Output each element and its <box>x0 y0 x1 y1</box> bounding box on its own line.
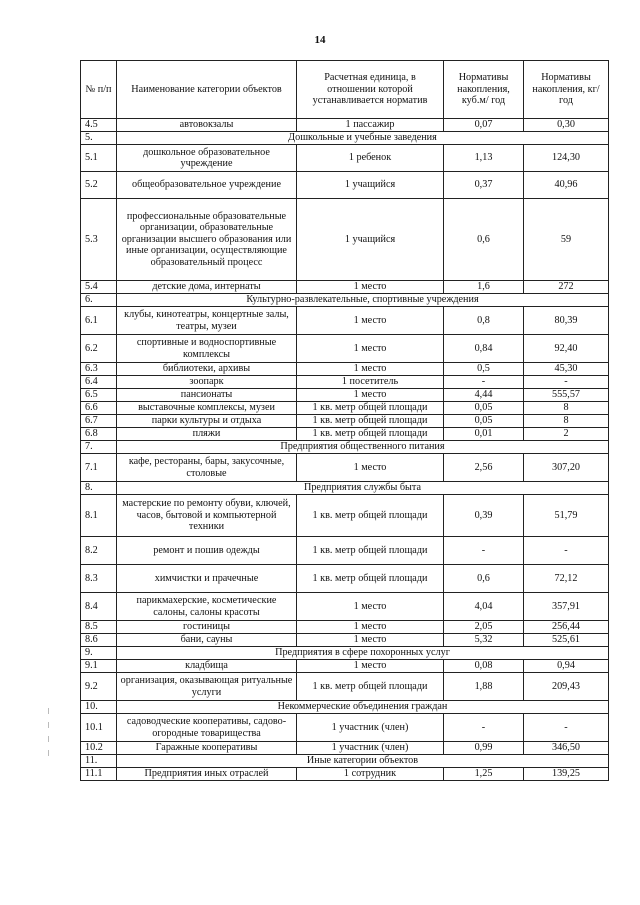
table-row <box>81 199 609 281</box>
table-header-row <box>81 61 609 119</box>
row-volume-norm: 0,6 <box>444 565 524 593</box>
row-unit: 1 кв. метр общей площади <box>297 565 444 593</box>
row-unit: 1 место <box>297 454 444 482</box>
section-title: Культурно-развлекательные, спортивные учреждения <box>117 294 609 307</box>
table-row <box>81 389 609 402</box>
row-mass-norm: 346,50 <box>524 742 609 755</box>
row-unit: 1 место <box>297 335 444 363</box>
row-number: 5.4 <box>81 281 117 294</box>
table-row <box>81 714 609 742</box>
section-number: 5. <box>81 132 117 145</box>
section-number: 6. <box>81 294 117 307</box>
row-category: бани, сауны <box>117 634 297 647</box>
row-mass-norm: 51,79 <box>524 495 609 537</box>
header-category: Наименование категории объектов <box>117 61 297 119</box>
row-unit: 1 кв. метр общей площади <box>297 537 444 565</box>
section-row <box>81 755 609 768</box>
row-unit: 1 место <box>297 634 444 647</box>
row-volume-norm: 0,8 <box>444 307 524 335</box>
row-category: парикмахерские, косметические салоны, салоны красоты <box>117 593 297 621</box>
row-mass-norm: 307,20 <box>524 454 609 482</box>
section-title: Некоммерческие объединения граждан <box>117 701 609 714</box>
row-number: 8.4 <box>81 593 117 621</box>
table-row <box>81 172 609 199</box>
table-row <box>81 565 609 593</box>
row-volume-norm: 2,05 <box>444 621 524 634</box>
row-unit: 1 учащийся <box>297 199 444 281</box>
row-number: 6.5 <box>81 389 117 402</box>
row-number: 8.1 <box>81 495 117 537</box>
row-number: 6.3 <box>81 363 117 376</box>
row-mass-norm: 8 <box>524 415 609 428</box>
row-mass-norm: 80,39 <box>524 307 609 335</box>
row-category: общеобразовательное учреждение <box>117 172 297 199</box>
row-category: ремонт и пошив одежды <box>117 537 297 565</box>
row-mass-norm: 92,40 <box>524 335 609 363</box>
row-category: автовокзалы <box>117 119 297 132</box>
row-category: детские дома, интернаты <box>117 281 297 294</box>
row-unit: 1 место <box>297 660 444 673</box>
row-category: организация, оказывающая ритуальные услуги <box>117 673 297 701</box>
row-number: 8.3 <box>81 565 117 593</box>
table-row <box>81 402 609 415</box>
header-volume-norm: Нормативы накопления, куб.м/ год <box>444 61 524 119</box>
row-volume-norm: 0,37 <box>444 172 524 199</box>
row-category: мастерские по ремонту обуви, ключей, часов, бытовой и компьютерной техники <box>117 495 297 537</box>
row-volume-norm: - <box>444 376 524 389</box>
row-number: 9.1 <box>81 660 117 673</box>
section-row <box>81 701 609 714</box>
row-mass-norm: 209,43 <box>524 673 609 701</box>
table-row <box>81 495 609 537</box>
row-category: кафе, рестораны, бары, закусочные, столовые <box>117 454 297 482</box>
row-volume-norm: 2,56 <box>444 454 524 482</box>
norms-table <box>80 60 609 781</box>
row-unit: 1 ребенок <box>297 145 444 172</box>
section-row <box>81 294 609 307</box>
row-number: 10.2 <box>81 742 117 755</box>
row-mass-norm: 124,30 <box>524 145 609 172</box>
row-volume-norm: 1,88 <box>444 673 524 701</box>
row-number: 8.6 <box>81 634 117 647</box>
row-number: 5.3 <box>81 199 117 281</box>
row-category: Гаражные кооперативы <box>117 742 297 755</box>
row-mass-norm: 72,12 <box>524 565 609 593</box>
section-title: Предприятия службы быта <box>117 482 609 495</box>
row-category: пансионаты <box>117 389 297 402</box>
row-unit: 1 кв. метр общей площади <box>297 415 444 428</box>
section-title: Предприятия в сфере похоронных услуг <box>117 647 609 660</box>
header-mass-norm: Нормативы накопления, кг/ год <box>524 61 609 119</box>
section-row <box>81 482 609 495</box>
row-unit: 1 учащийся <box>297 172 444 199</box>
row-volume-norm: 1,13 <box>444 145 524 172</box>
row-mass-norm: 256,44 <box>524 621 609 634</box>
row-volume-norm: 4,44 <box>444 389 524 402</box>
row-number: 11.1 <box>81 768 117 781</box>
margin-mark <box>48 722 49 728</box>
section-number: 8. <box>81 482 117 495</box>
row-category: выставочные комплексы, музеи <box>117 402 297 415</box>
row-number: 6.6 <box>81 402 117 415</box>
row-volume-norm: 0,01 <box>444 428 524 441</box>
row-volume-norm: - <box>444 714 524 742</box>
table-row <box>81 634 609 647</box>
row-unit: 1 место <box>297 281 444 294</box>
table-row <box>81 428 609 441</box>
table-row <box>81 119 609 132</box>
section-row <box>81 132 609 145</box>
row-category: химчистки и прачечные <box>117 565 297 593</box>
row-volume-norm: 0,5 <box>444 363 524 376</box>
row-mass-norm: 40,96 <box>524 172 609 199</box>
table-row <box>81 742 609 755</box>
row-number: 7.1 <box>81 454 117 482</box>
row-number: 6.7 <box>81 415 117 428</box>
row-category: спортивные и водноспортивные комплексы <box>117 335 297 363</box>
row-unit: 1 пассажир <box>297 119 444 132</box>
section-title: Предприятия общественного питания <box>117 441 609 454</box>
section-number: 9. <box>81 647 117 660</box>
row-category: Предприятия иных отраслей <box>117 768 297 781</box>
table-row <box>81 454 609 482</box>
row-category: библиотеки, архивы <box>117 363 297 376</box>
row-mass-norm: - <box>524 537 609 565</box>
row-volume-norm: 0,6 <box>444 199 524 281</box>
table-row <box>81 768 609 781</box>
row-category: профессиональные образовательные организации, образовательные организации высшего образования или иные организации, осуществляющие образовательный процесс <box>117 199 297 281</box>
table-row <box>81 593 609 621</box>
row-volume-norm: 0,39 <box>444 495 524 537</box>
margin-mark <box>48 736 49 742</box>
row-number: 10.1 <box>81 714 117 742</box>
table-row <box>81 307 609 335</box>
row-mass-norm: - <box>524 714 609 742</box>
section-number: 10. <box>81 701 117 714</box>
row-unit: 1 место <box>297 307 444 335</box>
table-row <box>81 415 609 428</box>
row-mass-norm: 0,94 <box>524 660 609 673</box>
header-number: № п/п <box>81 61 117 119</box>
row-unit: 1 участник (член) <box>297 714 444 742</box>
table-row <box>81 335 609 363</box>
row-number: 5.2 <box>81 172 117 199</box>
row-unit: 1 участник (член) <box>297 742 444 755</box>
section-row <box>81 441 609 454</box>
row-volume-norm: 4,04 <box>444 593 524 621</box>
row-number: 5.1 <box>81 145 117 172</box>
section-title: Иные категории объектов <box>117 755 609 768</box>
row-category: зоопарк <box>117 376 297 389</box>
row-number: 4.5 <box>81 119 117 132</box>
row-mass-norm: 45,30 <box>524 363 609 376</box>
row-volume-norm: 0,84 <box>444 335 524 363</box>
row-category: гостиницы <box>117 621 297 634</box>
table-row <box>81 660 609 673</box>
margin-mark <box>48 708 49 714</box>
table-body <box>81 119 609 781</box>
section-title: Дошкольные и учебные заведения <box>117 132 609 145</box>
row-mass-norm: 357,91 <box>524 593 609 621</box>
row-mass-norm: 0,30 <box>524 119 609 132</box>
row-number: 8.2 <box>81 537 117 565</box>
row-mass-norm: 8 <box>524 402 609 415</box>
table-row <box>81 281 609 294</box>
row-number: 6.8 <box>81 428 117 441</box>
row-category: кладбища <box>117 660 297 673</box>
row-mass-norm: 555,57 <box>524 389 609 402</box>
table-row <box>81 145 609 172</box>
row-unit: 1 сотрудник <box>297 768 444 781</box>
row-volume-norm: 0,05 <box>444 415 524 428</box>
page-number: 14 <box>314 34 326 46</box>
table-row <box>81 376 609 389</box>
row-number: 8.5 <box>81 621 117 634</box>
row-number: 6.4 <box>81 376 117 389</box>
row-mass-norm: 139,25 <box>524 768 609 781</box>
row-mass-norm: - <box>524 376 609 389</box>
row-mass-norm: 525,61 <box>524 634 609 647</box>
row-category: парки культуры и отдыха <box>117 415 297 428</box>
section-row <box>81 647 609 660</box>
row-mass-norm: 2 <box>524 428 609 441</box>
table-row <box>81 673 609 701</box>
row-volume-norm: 1,25 <box>444 768 524 781</box>
row-number: 6.1 <box>81 307 117 335</box>
row-unit: 1 кв. метр общей площади <box>297 673 444 701</box>
header-unit: Расчетная единица, в отношении которой устанавливается норматив <box>297 61 444 119</box>
row-unit: 1 место <box>297 593 444 621</box>
row-category: дошкольное образовательное учреждение <box>117 145 297 172</box>
section-number: 11. <box>81 755 117 768</box>
row-unit: 1 место <box>297 363 444 376</box>
row-mass-norm: 272 <box>524 281 609 294</box>
row-number: 6.2 <box>81 335 117 363</box>
row-unit: 1 место <box>297 389 444 402</box>
row-number: 9.2 <box>81 673 117 701</box>
row-volume-norm: 0,08 <box>444 660 524 673</box>
table-row <box>81 363 609 376</box>
row-unit: 1 посетитель <box>297 376 444 389</box>
row-unit: 1 кв. метр общей площади <box>297 495 444 537</box>
row-volume-norm: - <box>444 537 524 565</box>
table-row <box>81 621 609 634</box>
row-volume-norm: 0,07 <box>444 119 524 132</box>
row-volume-norm: 0,99 <box>444 742 524 755</box>
row-mass-norm: 59 <box>524 199 609 281</box>
row-category: пляжи <box>117 428 297 441</box>
row-volume-norm: 0,05 <box>444 402 524 415</box>
row-volume-norm: 5,32 <box>444 634 524 647</box>
row-volume-norm: 1,6 <box>444 281 524 294</box>
margin-mark <box>48 750 49 756</box>
section-number: 7. <box>81 441 117 454</box>
row-category: клубы, кинотеатры, концертные залы, театры, музеи <box>117 307 297 335</box>
row-unit: 1 кв. метр общей площади <box>297 428 444 441</box>
row-unit: 1 кв. метр общей площади <box>297 402 444 415</box>
row-category: садоводческие кооперативы, садово-огородные товарищества <box>117 714 297 742</box>
row-unit: 1 место <box>297 621 444 634</box>
table-row <box>81 537 609 565</box>
